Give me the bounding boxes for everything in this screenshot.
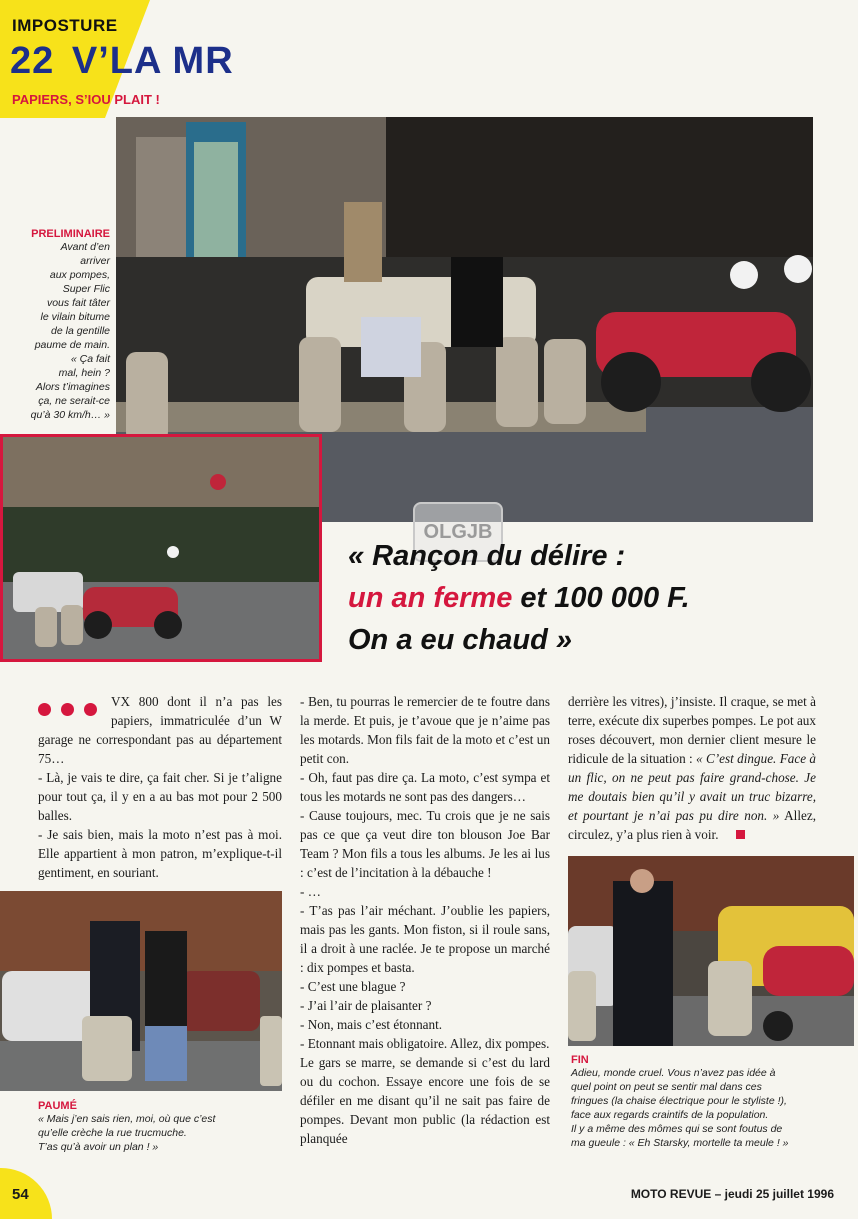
caption-line: T’as qu’à avoir un plan ! » xyxy=(38,1141,159,1153)
caption-paume xyxy=(38,1100,278,1154)
headline xyxy=(10,40,234,83)
paragraph: Le gars se marre, se demande si c’est du lard ou du cochon. Essaye encore une fois de se défiler en me disant qu’il ne sait pas faire de pompes. Devant mon public (la rédaction est planquée xyxy=(300,1055,550,1146)
paragraph: - Je sais bien, mais la moto n’est pas à moi. Elle appartient à mon patron, m’explique-t-il gentiment, en souriant. xyxy=(38,827,282,880)
caption-paume-title: PAUMÉ xyxy=(38,1100,77,1112)
paragraph-text: derrière les vitres), j’insiste. Il craque, se met à terre, exécute dix superbes pompes. Le pot aux roses découvert, mon dernier client mesure le ridicule de la situation : xyxy=(568,694,816,766)
paragraph: - Là, je vais te dire, ça fait cher. Si je t’aligne pour tout ça, il y en a au bas mot pour 2 500 balles. xyxy=(38,770,282,823)
pull-quote-line xyxy=(348,577,838,619)
caption-line: le vilain bitume xyxy=(40,311,110,323)
caption-line: Adieu, monde cruel. Vous n’avez pas idée à xyxy=(571,1067,776,1079)
caption-preliminaire-title: PRELIMINAIRE xyxy=(31,228,110,240)
caption-line: de la gentille xyxy=(51,325,110,337)
headline-number: 22 xyxy=(10,40,55,82)
paragraph: - Cause toujours, mec. Tu crois que je ne sais pas ce que ça veut dire ton blouson Joe Bar Team ? Mon fils a tous les albums. Je les ai lus : c’est de l’incitation à la débauche ! xyxy=(300,808,550,880)
paragraph: - … xyxy=(300,884,321,899)
paragraph-italic-quote: « C’est dingue. Face à un flic, on ne peut pas faire grand-chose. Je me doutais bien qu’il y avait un truc bizarre, et pourtant je n’ai pas pu dire non. » xyxy=(568,751,816,823)
paragraph: - C’est une blague ? xyxy=(300,979,406,994)
caption-line: vous fait tâter xyxy=(46,297,110,309)
inset-photo xyxy=(0,434,322,662)
page-number: 54 xyxy=(12,1186,29,1203)
pull-quote-text: et 100 000 F. xyxy=(512,582,690,614)
bullet-dots xyxy=(38,702,107,721)
caption-line: face aux regards craintifs de la population. xyxy=(571,1109,769,1121)
caption-line: qu’à 30 km/h… » xyxy=(30,409,110,421)
section-kicker: IMPOSTURE xyxy=(12,16,118,35)
article-column-1 xyxy=(38,692,282,882)
caption-line: quel point on peut se sentir mal dans ces xyxy=(571,1081,762,1093)
headline-subtitle: PAPIERS, S’IOU PLAIT ! xyxy=(12,92,160,107)
pull-quote xyxy=(348,535,838,661)
caption-line: « Ça fait xyxy=(70,353,110,365)
caption-line: « Mais j’en sais rien, moi, où que c’est xyxy=(38,1113,216,1125)
pull-quote-line: « Rançon du délire : xyxy=(348,540,626,572)
paragraph xyxy=(568,692,816,844)
paragraph: - Etonnant mais obligatoire. Allez, dix pompes. xyxy=(300,1036,550,1051)
pull-quote-line: On a eu chaud » xyxy=(348,624,572,656)
caption-fin xyxy=(571,1054,836,1150)
caption-line: ça, ne serait-ce xyxy=(38,395,110,407)
paume-photo xyxy=(0,891,282,1091)
paragraph: - T’as pas l’air méchant. J’oublie les papiers, mais pas les gants. Mon fiston, si il roule sans, il a droit à une raclée. Je te propose un marché : dix pompes et basta. xyxy=(300,903,550,975)
caption-line: mal, hein ? xyxy=(58,367,110,379)
article-column-3 xyxy=(568,692,816,844)
caption-line: ma gueule : « Eh Starsky, mortelle ta meule ! » xyxy=(571,1137,789,1149)
caption-preliminaire xyxy=(6,228,110,422)
paragraph: - Oh, faut pas dire ça. La moto, c’est sympa et tous les motards ne sont pas des dangers… xyxy=(300,770,550,804)
headline-title: V’LA MR xyxy=(71,40,234,82)
fin-photo xyxy=(568,856,854,1046)
watermark-logo: OLGJB xyxy=(413,502,503,562)
pull-quote-highlight: un an ferme xyxy=(348,582,513,614)
caption-line: Alors t’imagines xyxy=(35,381,110,393)
caption-line: aux pompes, xyxy=(49,269,110,281)
paragraph: VX 800 dont il n’a pas les papiers, immatriculée d’un W garage ne correspondant pas au département 75… xyxy=(38,694,282,766)
article-column-2 xyxy=(300,692,550,1148)
caption-line: fringues (la chaise électrique pour le styliste !), xyxy=(571,1095,787,1107)
caption-line: Avant d’en xyxy=(60,241,110,253)
caption-line: arriver xyxy=(80,255,110,267)
paragraph: - Ben, tu pourras le remercier de te foutre dans la merde. Et puis, je t’avoue que je n’aime pas les motards. Mon fils fait de la moto et c’est un petit con. xyxy=(300,694,550,766)
paragraph: - Non, mais c’est étonnant. xyxy=(300,1017,443,1032)
paragraph: - J’ai l’air de plaisanter ? xyxy=(300,998,432,1013)
caption-line: Super Flic xyxy=(62,283,110,295)
caption-line: qu’elle crèche la rue trucmuche. xyxy=(38,1127,187,1139)
paragraph-text: Allez, circulez, y’a plus rien à voir. xyxy=(568,808,816,842)
end-mark-icon xyxy=(736,830,745,839)
caption-fin-title: FIN xyxy=(571,1054,589,1066)
caption-line: paume de main. xyxy=(34,339,110,351)
footer-magazine: MOTO REVUE – jeudi 25 juillet 1996 xyxy=(630,1187,834,1201)
caption-line: Il y a même des mômes qui se sont foutus de xyxy=(571,1123,783,1135)
